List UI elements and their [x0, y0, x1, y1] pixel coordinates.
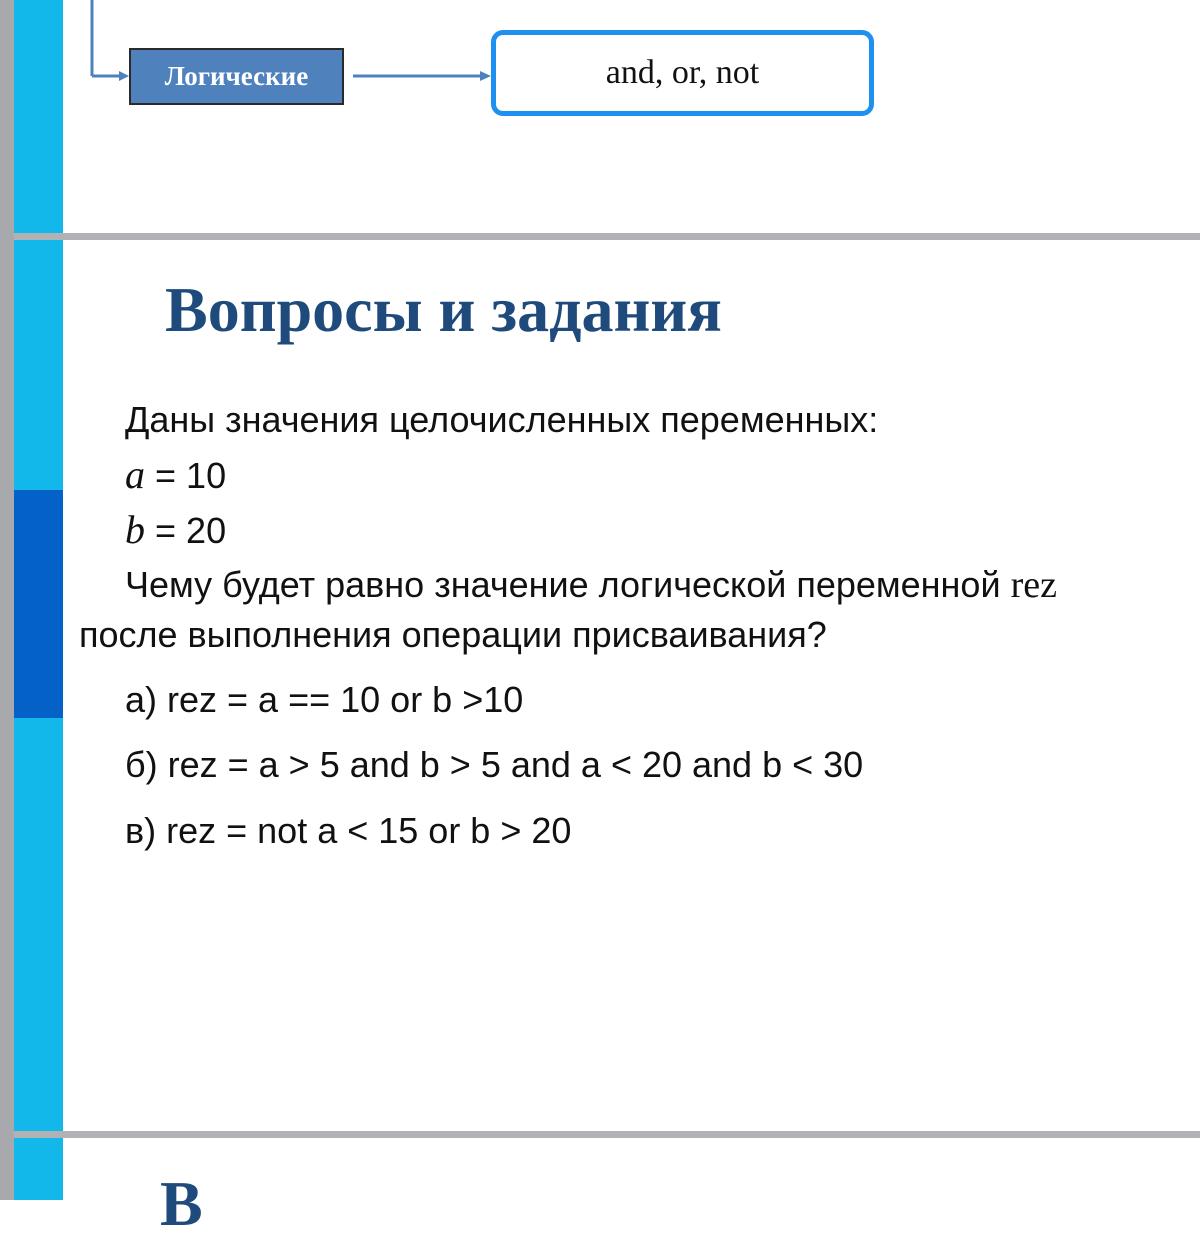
slide-divider-top [14, 233, 1200, 240]
variable-b-line [125, 507, 227, 552]
connector-arrowhead-2 [480, 71, 491, 81]
question-line-1 [125, 566, 1057, 604]
variable-a-value: = 10 [155, 455, 227, 496]
connector-arrowhead-1 [119, 71, 129, 81]
logical-category-label: Логические [164, 61, 309, 91]
variable-b-name: b [125, 507, 145, 552]
slide-divider-bottom [14, 1131, 1200, 1138]
option-b: б) rez = a > 5 and b > 5 and a < 20 and b < 30 [125, 744, 864, 785]
logical-category-box [129, 48, 344, 105]
variable-b-value: = 20 [155, 510, 227, 551]
variable-a-name: a [125, 452, 145, 497]
next-slide-title-fragment: В [160, 1168, 203, 1239]
slide-title: Вопросы и задания [165, 274, 722, 345]
variable-a-line [125, 452, 227, 497]
question-text-part1: Чему будет равно значение логической переменной [125, 564, 1011, 605]
intro-text: Даны значения целочисленных переменных: [125, 399, 879, 440]
left-accent-strip-highlight [14, 490, 63, 718]
option-v: в) rez = not a < 15 or b > 20 [125, 810, 572, 851]
logical-operators-label: and, or, not [605, 54, 760, 91]
question-line-2: после выполнения операции присваивания? [79, 614, 827, 655]
option-a: а) rez = a == 10 or b >10 [125, 679, 524, 720]
logical-operators-box [491, 30, 874, 116]
left-gray-border [0, 0, 14, 1200]
question-variable-rez: rez [1010, 564, 1057, 606]
